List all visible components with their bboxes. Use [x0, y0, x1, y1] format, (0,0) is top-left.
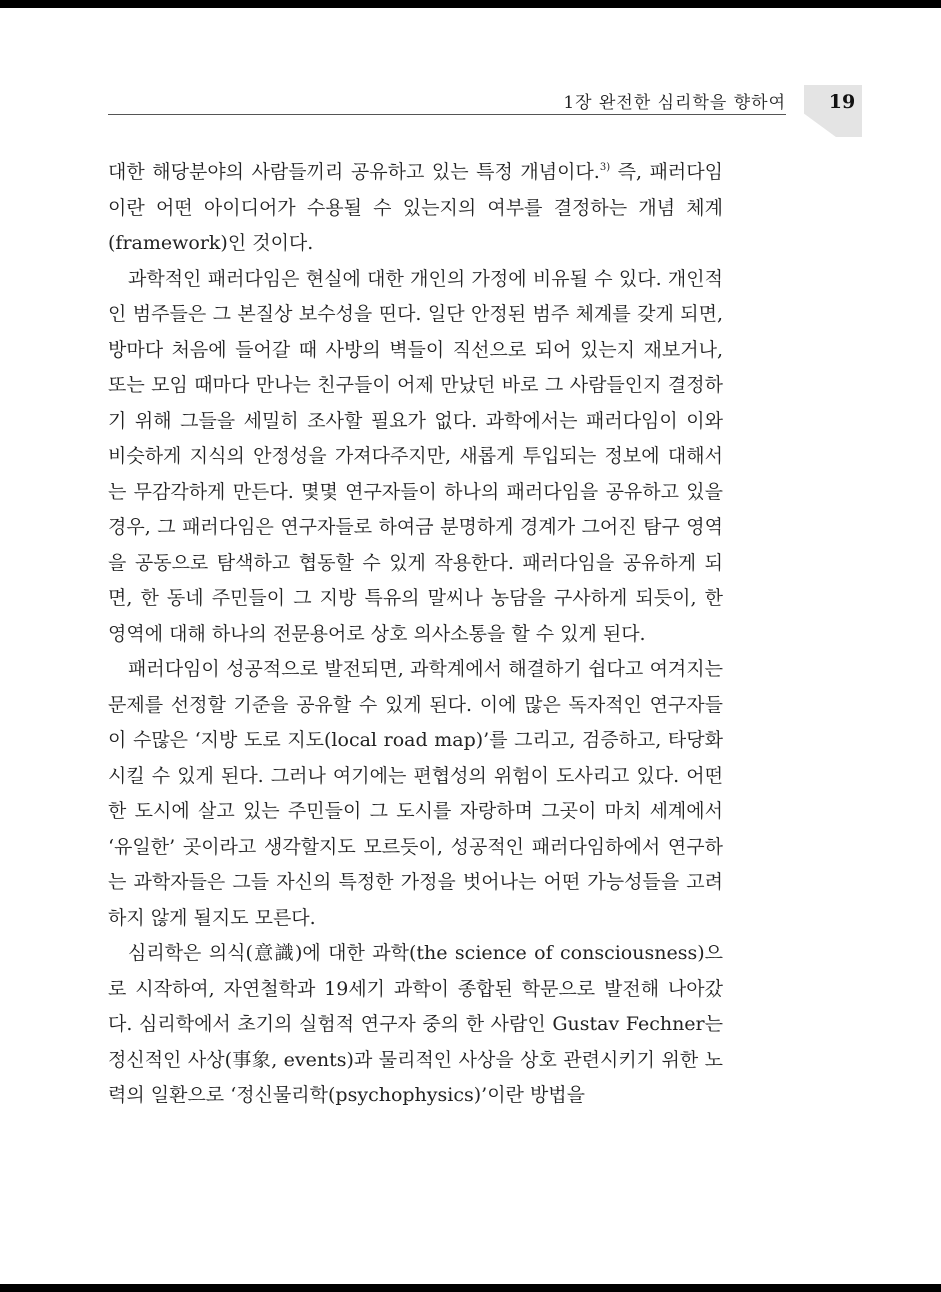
paragraph-1	[108, 155, 723, 262]
paragraph-4: 심리학은 의식(意識)에 대한 과학(the science of consciousness)으로 시작하여, 자연철학과 19세기 과학이 종합된 학문으로 발전해 나아갔다. 심리학에서 초기의 실험적 연구자 중의 한 사람인 Gustav Fechner는 정신적인 사상(事象, events)과 물리적인 사상을 상호 관련시키기 위한 노력의 일환으로 ‘정신물리학(psychophysics)’이란 방법을	[108, 942, 723, 1106]
running-header: 1장 완전한 심리학을 향하여	[563, 93, 786, 113]
paragraph-3: 패러다임이 성공적으로 발전되면, 과학계에서 해결하기 쉽다고 여겨지는 문제를 선정할 기준을 공유할 수 있게 된다. 이에 많은 독자적인 연구자들이 수많은 ‘지방 도로 지도(local road map)’를 그리고, 검증하고, 타당화시킬 수 있게 된다. 그러나 여기에는 편협성의 위험이 도사리고 있다. 어떤 한 도시에 살고 있는 주민들이 그 도시를 자랑하며 그곳이 마치 세계에서 ‘유일한’ 곳이라고 생각할지도 모르듯이, 성공적인 패러다임하에서 연구하는 과학자들은 그들 자신의 특정한 가정을 벗어나는 어떤 가능성들을 고려하지 않게 될지도 모른다.	[108, 658, 723, 929]
top-border	[0, 0, 941, 8]
bottom-border	[0, 1284, 941, 1292]
paragraph-2: 과학적인 패러다임은 현실에 대한 개인의 가정에 비유될 수 있다. 개인적인 범주들은 그 본질상 보수성을 띤다. 일단 안정된 범주 체계를 갖게 되면, 방마다 처음에 들어갈 때 사방의 벽들이 직선으로 되어 있는지 재보거나, 또는 모임 때마다 만나는 친구들이 어제 만났던 바로 그 사람들인지 결정하기 위해 그들을 세밀히 조사할 필요가 없다. 과학에서는 패러다임이 이와 비슷하게 지식의 안정성을 가져다주지만, 새롭게 투입되는 정보에 대해서는 무감각하게 만든다. 몇몇 연구자들이 하나의 패러다임을 공유하고 있을 경우, 그 패러다임은 연구자들로 하여금 분명하게 경계가 그어진 탐구 영역을 공동으로 탐색하고 협동할 수 있게 작용한다. 패러다임을 공유하게 되면, 한 동네 주민들이 그 지방 특유의 말씨나 농담을 구사하게 되듯이, 한 영역에 대해 하나의 전문용어로 상호 의사소통을 할 수 있게 된다.	[108, 267, 723, 645]
paragraph-1-continuation: 즉, 패러다임이란 어떤 아이디어가 수용될 수 있는지의 여부를 결정하는 개념 체계(framework)인 것이다.	[108, 161, 723, 254]
paragraph-1-text: 대한 해당분야의 사람들끼리 공유하고 있는 특정 개념이다.	[108, 161, 600, 183]
header-divider	[108, 114, 786, 115]
footnote-reference[interactable]: 3)	[599, 162, 611, 173]
body-text	[108, 155, 723, 1114]
page-number: 19	[828, 91, 856, 113]
